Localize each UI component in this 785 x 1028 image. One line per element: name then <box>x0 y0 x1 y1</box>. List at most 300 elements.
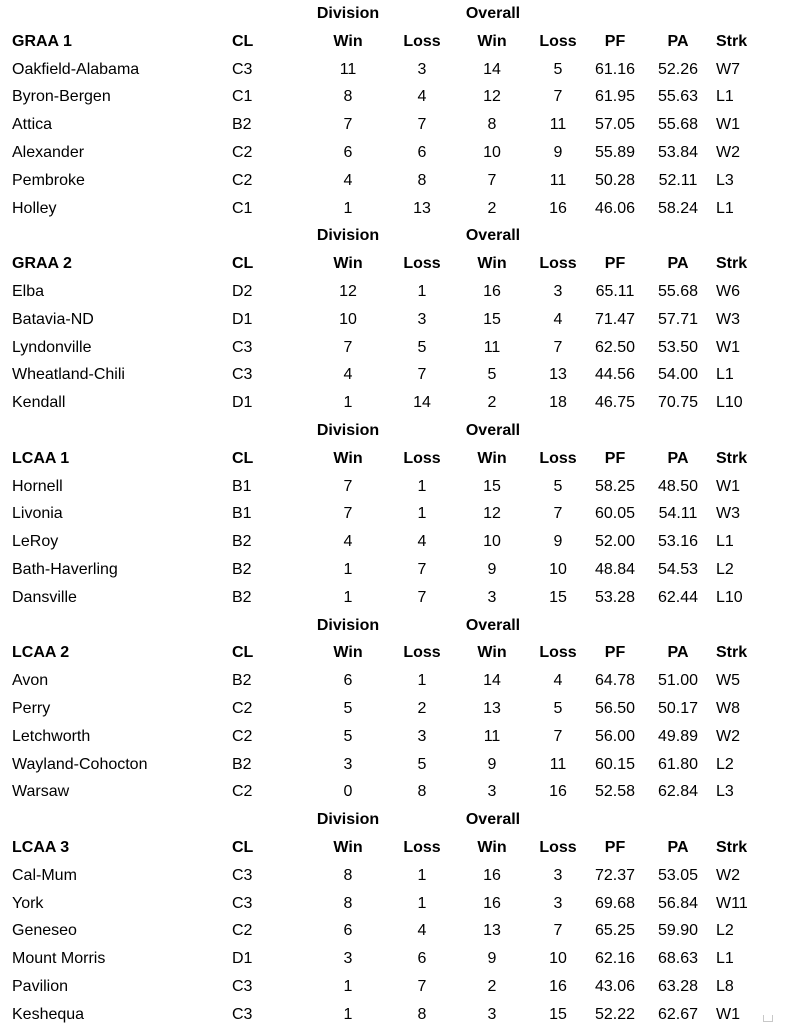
points-for: 44.56 <box>594 366 636 384</box>
overall-losses: 11 <box>549 755 567 773</box>
team-class: C2 <box>232 171 253 189</box>
division-name: LCAA 1 <box>12 449 70 467</box>
team-name: Mount Morris <box>12 950 106 968</box>
streak: L2 <box>716 922 734 940</box>
col-header-overall-loss: Loss <box>539 32 577 50</box>
team-class: C3 <box>232 977 253 995</box>
col-header-pa: PA <box>667 449 689 467</box>
division-wins: 4 <box>343 171 353 189</box>
table-row <box>0 890 785 918</box>
overall-wins: 10 <box>483 143 501 161</box>
points-for: 48.84 <box>594 560 636 578</box>
points-against: 56.84 <box>657 894 699 912</box>
streak: W1 <box>716 116 740 134</box>
points-for: 69.68 <box>594 894 636 912</box>
points-for: 62.50 <box>594 338 636 356</box>
division-wins: 1 <box>343 1005 353 1023</box>
streak: W3 <box>716 505 740 523</box>
col-header-overall-win: Win <box>477 255 507 273</box>
table-row <box>0 584 785 612</box>
table-row <box>0 56 785 84</box>
team-name: Holley <box>12 199 57 217</box>
col-header-pa: PA <box>667 255 689 273</box>
team-name: Oakfield-Alabama <box>12 60 140 78</box>
division-losses: 3 <box>417 310 427 328</box>
points-against: 49.89 <box>657 727 699 745</box>
overall-losses: 10 <box>549 950 567 968</box>
team-class: C1 <box>232 88 253 106</box>
team-name: LeRoy <box>12 533 59 551</box>
col-header-division-loss: Loss <box>403 32 441 50</box>
team-class: C3 <box>232 60 253 78</box>
division-losses: 2 <box>417 699 427 717</box>
overall-wins: 16 <box>483 866 501 884</box>
division-losses: 8 <box>417 171 427 189</box>
overall-wins: 16 <box>483 282 501 300</box>
team-name: Wayland-Cohocton <box>12 755 148 773</box>
overall-wins: 16 <box>483 894 501 912</box>
division-wins: 7 <box>343 505 353 523</box>
division-group-label: Division <box>316 227 380 245</box>
division-losses: 5 <box>417 755 427 773</box>
column-header-row <box>0 834 785 862</box>
team-name: Perry <box>12 699 51 717</box>
overall-wins: 11 <box>483 727 501 745</box>
division-wins: 11 <box>339 60 357 78</box>
division-losses: 6 <box>417 143 427 161</box>
overall-wins: 14 <box>483 60 501 78</box>
team-name: Bath-Haverling <box>12 560 118 578</box>
points-against: 54.00 <box>657 366 699 384</box>
division-wins: 8 <box>343 866 353 884</box>
col-header-pf: PF <box>604 32 626 50</box>
col-header-pa: PA <box>667 838 689 856</box>
col-header-division-win: Win <box>333 449 363 467</box>
points-against: 62.67 <box>657 1005 699 1023</box>
division-group-header-row <box>0 806 785 834</box>
team-name: Kendall <box>12 394 66 412</box>
table-row <box>0 945 785 973</box>
col-header-cl: CL <box>232 255 254 273</box>
streak: L2 <box>716 560 734 578</box>
points-for: 61.95 <box>594 88 636 106</box>
overall-losses: 5 <box>553 60 563 78</box>
overall-wins: 3 <box>487 783 497 801</box>
overall-losses: 15 <box>549 588 567 606</box>
table-row <box>0 334 785 362</box>
points-against: 62.84 <box>657 783 699 801</box>
col-header-pf: PF <box>604 644 626 662</box>
overall-losses: 16 <box>549 977 567 995</box>
division-losses: 1 <box>417 477 427 495</box>
team-class: B1 <box>232 477 252 495</box>
team-class: B1 <box>232 505 252 523</box>
streak: L8 <box>716 977 734 995</box>
team-class: C1 <box>232 199 253 217</box>
overall-group-label: Overall <box>465 421 521 439</box>
team-class: B2 <box>232 533 252 551</box>
team-name: Byron-Bergen <box>12 88 111 106</box>
points-against: 52.26 <box>657 60 699 78</box>
team-name: Hornell <box>12 477 63 495</box>
team-class: C2 <box>232 727 253 745</box>
team-name: Wheatland-Chili <box>12 366 125 384</box>
team-name: Cal-Mum <box>12 866 77 884</box>
overall-losses: 10 <box>549 560 567 578</box>
table-row <box>0 862 785 890</box>
col-header-pf: PF <box>604 449 626 467</box>
division-wins: 7 <box>343 338 353 356</box>
column-header-row <box>0 250 785 278</box>
team-name: Pavilion <box>12 977 69 995</box>
overall-wins: 2 <box>487 199 497 217</box>
col-header-overall-loss: Loss <box>539 449 577 467</box>
division-losses: 3 <box>417 727 427 745</box>
overall-losses: 7 <box>553 505 563 523</box>
points-for: 56.00 <box>594 727 636 745</box>
division-group-header-row <box>0 612 785 640</box>
col-header-division-win: Win <box>333 838 363 856</box>
streak: W2 <box>716 727 740 745</box>
division-name: LCAA 3 <box>12 838 70 856</box>
table-row <box>0 83 785 111</box>
points-for: 50.28 <box>594 171 636 189</box>
streak: L1 <box>716 199 734 217</box>
overall-wins: 3 <box>487 588 497 606</box>
points-for: 53.28 <box>594 588 636 606</box>
overall-group-label: Overall <box>465 5 521 22</box>
points-for: 52.22 <box>594 1005 636 1023</box>
division-losses: 13 <box>413 199 431 217</box>
team-name: Warsaw <box>12 783 70 801</box>
col-header-strk: Strk <box>716 449 748 467</box>
overall-losses: 3 <box>553 866 563 884</box>
points-for: 72.37 <box>594 866 636 884</box>
overall-wins: 3 <box>487 1005 497 1023</box>
team-name: Keshequa <box>12 1005 85 1023</box>
overall-group-label: Overall <box>465 616 521 634</box>
team-class: D1 <box>232 950 253 968</box>
streak: L3 <box>716 171 734 189</box>
streak: W1 <box>716 1005 740 1023</box>
col-header-overall-loss: Loss <box>539 255 577 273</box>
table-row <box>0 973 785 1001</box>
team-class: B2 <box>232 755 252 773</box>
overall-wins: 9 <box>487 755 497 773</box>
points-against: 70.75 <box>657 394 699 412</box>
col-header-cl: CL <box>232 838 254 856</box>
division-group-header-row <box>0 222 785 250</box>
table-row <box>0 111 785 139</box>
col-header-cl: CL <box>232 32 254 50</box>
col-header-overall-win: Win <box>477 32 507 50</box>
team-name: Letchworth <box>12 727 91 745</box>
points-against: 50.17 <box>657 699 699 717</box>
points-for: 64.78 <box>594 672 636 690</box>
overall-losses: 15 <box>549 1005 567 1023</box>
team-class: C3 <box>232 894 253 912</box>
overall-losses: 7 <box>553 338 563 356</box>
streak: W1 <box>716 477 740 495</box>
team-class: D1 <box>232 394 253 412</box>
division-wins: 7 <box>343 116 353 134</box>
team-class: D1 <box>232 310 253 328</box>
division-group-label: Division <box>316 811 380 829</box>
division-name: LCAA 2 <box>12 644 70 662</box>
streak: W11 <box>716 894 748 912</box>
col-header-overall-loss: Loss <box>539 838 577 856</box>
col-header-division-loss: Loss <box>403 255 441 273</box>
overall-group-label: Overall <box>465 811 521 829</box>
overall-losses: 5 <box>553 699 563 717</box>
points-against: 53.50 <box>657 338 699 356</box>
team-name: Batavia-ND <box>12 310 94 328</box>
overall-wins: 9 <box>487 950 497 968</box>
streak: W1 <box>716 338 740 356</box>
team-name: Geneseo <box>12 922 77 940</box>
table-row <box>0 361 785 389</box>
team-class: C2 <box>232 922 253 940</box>
division-losses: 8 <box>417 1005 427 1023</box>
overall-losses: 7 <box>553 727 563 745</box>
points-against: 57.71 <box>657 310 699 328</box>
overall-losses: 7 <box>553 922 563 940</box>
table-row <box>0 695 785 723</box>
overall-losses: 4 <box>553 672 563 690</box>
table-row <box>0 500 785 528</box>
division-wins: 1 <box>343 588 353 606</box>
division-losses: 4 <box>417 533 427 551</box>
overall-losses: 5 <box>553 477 563 495</box>
overall-wins: 5 <box>487 366 497 384</box>
team-name: York <box>12 894 44 912</box>
division-wins: 5 <box>343 699 353 717</box>
overall-wins: 2 <box>487 394 497 412</box>
points-for: 46.75 <box>594 394 636 412</box>
division-wins: 10 <box>339 310 357 328</box>
streak: W7 <box>716 60 740 78</box>
team-name: Lyndonville <box>12 338 92 356</box>
points-against: 59.90 <box>657 922 699 940</box>
division-wins: 0 <box>343 783 353 801</box>
division-wins: 8 <box>343 894 353 912</box>
team-name: Elba <box>12 282 45 300</box>
points-for: 57.05 <box>594 116 636 134</box>
overall-losses: 9 <box>553 143 563 161</box>
team-class: C2 <box>232 143 253 161</box>
points-for: 52.00 <box>594 533 636 551</box>
overall-losses: 3 <box>553 282 563 300</box>
division-losses: 4 <box>417 88 427 106</box>
overall-losses: 16 <box>549 783 567 801</box>
overall-wins: 13 <box>483 699 501 717</box>
points-against: 62.44 <box>657 588 699 606</box>
division-name: GRAA 2 <box>12 255 72 273</box>
division-wins: 1 <box>343 977 353 995</box>
streak: L1 <box>716 950 734 968</box>
overall-wins: 15 <box>483 477 501 495</box>
overall-losses: 16 <box>549 199 567 217</box>
table-row <box>0 778 785 806</box>
col-header-division-loss: Loss <box>403 449 441 467</box>
points-against: 54.11 <box>658 505 698 523</box>
table-row <box>0 751 785 779</box>
table-row <box>0 556 785 584</box>
overall-wins: 7 <box>487 171 497 189</box>
overall-wins: 12 <box>483 505 501 523</box>
table-row <box>0 723 785 751</box>
team-name: Avon <box>12 672 49 690</box>
division-losses: 5 <box>417 338 427 356</box>
overall-losses: 3 <box>553 894 563 912</box>
streak: L1 <box>716 366 734 384</box>
overall-wins: 2 <box>487 977 497 995</box>
division-group-label: Division <box>316 421 380 439</box>
table-row <box>0 917 785 945</box>
column-header-row <box>0 28 785 56</box>
col-header-pf: PF <box>604 255 626 273</box>
division-losses: 1 <box>417 282 427 300</box>
streak: L3 <box>716 783 734 801</box>
points-for: 65.25 <box>594 922 636 940</box>
points-for: 58.25 <box>594 477 636 495</box>
team-name: Alexander <box>12 143 85 161</box>
overall-wins: 15 <box>483 310 501 328</box>
col-header-strk: Strk <box>716 644 748 662</box>
col-header-overall-loss: Loss <box>539 644 577 662</box>
division-wins: 7 <box>343 477 353 495</box>
division-losses: 7 <box>417 366 427 384</box>
points-for: 61.16 <box>594 60 636 78</box>
overall-group-label: Overall <box>465 227 521 245</box>
points-against: 53.84 <box>657 143 699 161</box>
col-header-pa: PA <box>667 32 689 50</box>
team-class: C2 <box>232 699 253 717</box>
division-wins: 1 <box>343 394 353 412</box>
division-wins: 4 <box>343 366 353 384</box>
division-wins: 6 <box>343 672 353 690</box>
col-header-overall-win: Win <box>477 644 507 662</box>
division-wins: 1 <box>343 199 353 217</box>
col-header-overall-win: Win <box>477 838 507 856</box>
team-class: C3 <box>232 366 253 384</box>
streak: W2 <box>716 866 740 884</box>
col-header-cl: CL <box>232 449 254 467</box>
overall-losses: 9 <box>553 533 563 551</box>
overall-wins: 13 <box>483 922 501 940</box>
col-header-division-win: Win <box>333 32 363 50</box>
table-row <box>0 389 785 417</box>
division-wins: 5 <box>343 727 353 745</box>
division-wins: 6 <box>343 143 353 161</box>
overall-losses: 13 <box>549 366 567 384</box>
division-losses: 1 <box>417 866 427 884</box>
division-losses: 4 <box>417 922 427 940</box>
streak: W8 <box>716 699 740 717</box>
points-against: 68.63 <box>657 950 699 968</box>
division-wins: 12 <box>339 282 357 300</box>
team-class: C3 <box>232 1005 253 1023</box>
overall-losses: 11 <box>549 171 567 189</box>
overall-wins: 9 <box>487 560 497 578</box>
overall-wins: 10 <box>483 533 501 551</box>
points-against: 58.24 <box>657 199 699 217</box>
division-losses: 7 <box>417 588 427 606</box>
points-against: 53.16 <box>657 533 699 551</box>
points-for: 56.50 <box>594 699 636 717</box>
points-for: 43.06 <box>594 977 636 995</box>
team-class: C2 <box>232 783 253 801</box>
points-against: 53.05 <box>657 866 699 884</box>
overall-losses: 18 <box>549 394 567 412</box>
col-header-strk: Strk <box>716 32 748 50</box>
division-losses: 7 <box>417 116 427 134</box>
streak: L1 <box>716 88 734 106</box>
division-wins: 4 <box>343 533 353 551</box>
table-row <box>0 278 785 306</box>
points-against: 55.63 <box>657 88 699 106</box>
points-against: 48.50 <box>657 477 699 495</box>
points-against: 61.80 <box>657 755 699 773</box>
division-losses: 1 <box>417 672 427 690</box>
col-header-cl: CL <box>232 644 254 662</box>
team-class: C3 <box>232 866 253 884</box>
division-wins: 3 <box>343 950 353 968</box>
division-losses: 1 <box>417 894 427 912</box>
col-header-overall-win: Win <box>477 449 507 467</box>
streak: L2 <box>716 755 734 773</box>
team-class: B2 <box>232 116 252 134</box>
division-losses: 7 <box>417 977 427 995</box>
division-losses: 14 <box>413 394 431 412</box>
overall-wins: 11 <box>483 338 501 356</box>
team-name: Pembroke <box>12 171 85 189</box>
points-for: 71.47 <box>594 310 636 328</box>
team-name: Livonia <box>12 505 63 523</box>
division-losses: 6 <box>417 950 427 968</box>
streak: W6 <box>716 282 740 300</box>
points-for: 60.05 <box>594 505 636 523</box>
streak: W2 <box>716 143 740 161</box>
overall-losses: 4 <box>553 310 563 328</box>
points-for: 65.11 <box>595 282 635 300</box>
team-class: B2 <box>232 588 252 606</box>
division-losses: 3 <box>417 60 427 78</box>
overall-losses: 7 <box>553 88 563 106</box>
points-for: 55.89 <box>594 143 636 161</box>
column-header-row <box>0 639 785 667</box>
points-against: 51.00 <box>657 672 699 690</box>
overall-wins: 12 <box>483 88 501 106</box>
points-for: 62.16 <box>594 950 636 968</box>
points-for: 52.58 <box>594 783 636 801</box>
division-losses: 1 <box>417 505 427 523</box>
col-header-division-loss: Loss <box>403 838 441 856</box>
division-wins: 8 <box>343 88 353 106</box>
streak: L10 <box>716 588 743 606</box>
streak: W3 <box>716 310 740 328</box>
col-header-division-win: Win <box>333 644 363 662</box>
team-class: B2 <box>232 672 252 690</box>
division-wins: 1 <box>343 560 353 578</box>
division-name: GRAA 1 <box>12 32 72 50</box>
overall-wins: 8 <box>487 116 497 134</box>
table-row <box>0 195 785 223</box>
table-row <box>0 667 785 695</box>
division-wins: 3 <box>343 755 353 773</box>
streak: W5 <box>716 672 740 690</box>
points-against: 52.11 <box>658 171 698 189</box>
